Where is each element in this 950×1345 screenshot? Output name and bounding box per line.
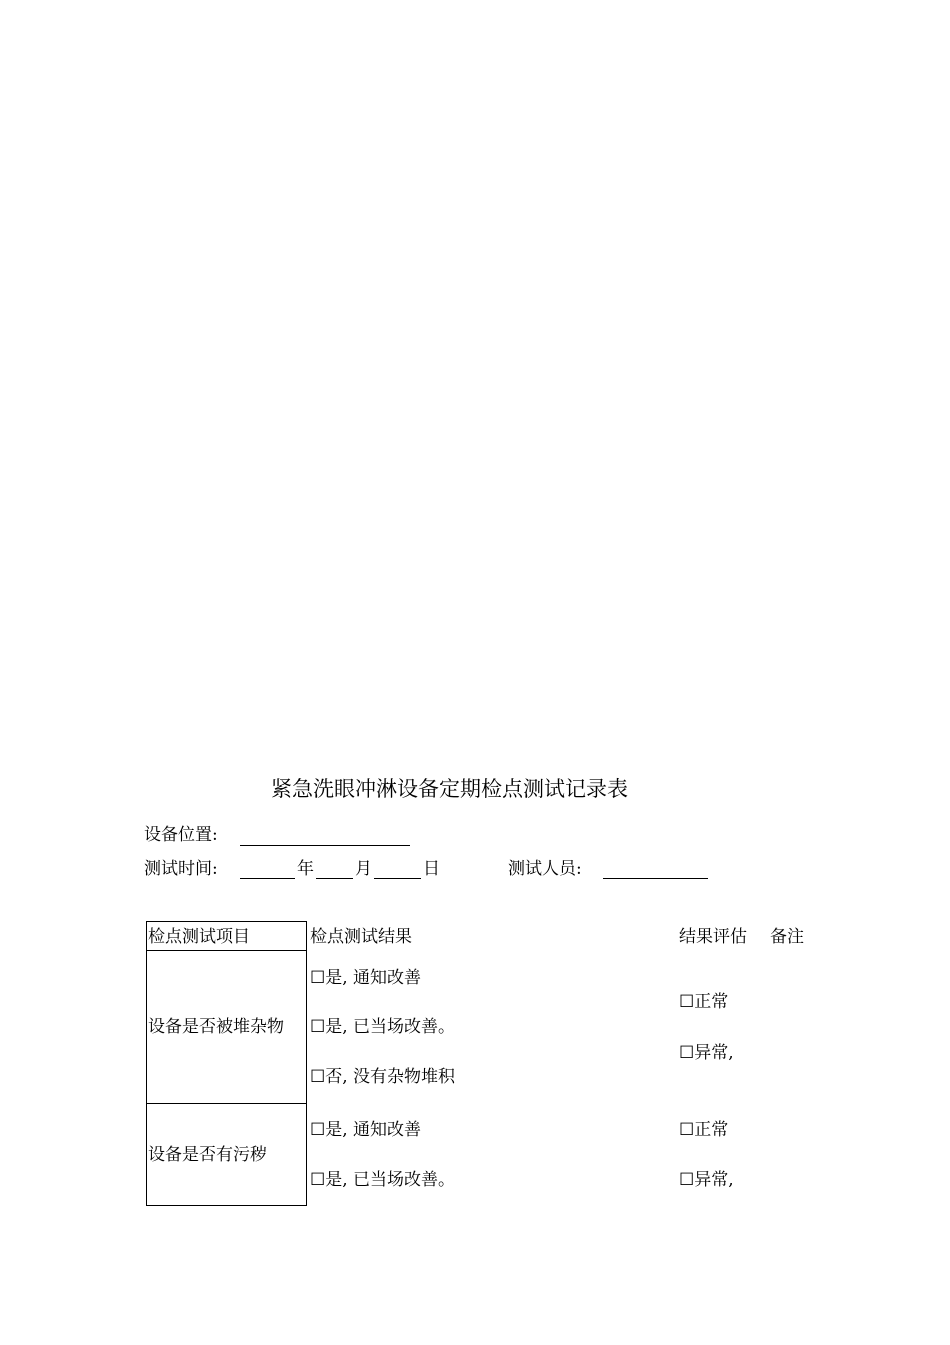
row1-eval-normal[interactable]: ☐正常 xyxy=(679,992,729,1012)
row2-eval-normal[interactable]: ☐正常 xyxy=(679,1120,729,1140)
year-label: 年 xyxy=(297,859,314,879)
header-remark: 备注 xyxy=(770,927,804,947)
location-field[interactable] xyxy=(240,845,410,846)
row1-eval-abnormal[interactable]: ☐异常, xyxy=(679,1043,734,1063)
row1-option-fixed[interactable]: ☐是, 已当场改善。 xyxy=(310,1017,456,1037)
header-evaluation: 结果评估 xyxy=(679,927,747,947)
header-item: 检点测试项目 xyxy=(148,927,250,947)
day-field[interactable] xyxy=(374,878,421,879)
row2-option-fixed[interactable]: ☐是, 已当场改善。 xyxy=(310,1170,456,1190)
month-label: 月 xyxy=(355,859,372,879)
tester-field[interactable] xyxy=(603,878,708,879)
row1-option-notify[interactable]: ☐是, 通知改善 xyxy=(310,968,422,988)
row2-eval-abnormal[interactable]: ☐异常, xyxy=(679,1170,734,1190)
header-divider xyxy=(146,950,307,951)
location-label: 设备位置: xyxy=(144,825,218,845)
row-divider xyxy=(146,1103,307,1104)
header-result: 检点测试结果 xyxy=(310,927,412,947)
year-field[interactable] xyxy=(240,878,295,879)
month-field[interactable] xyxy=(316,878,353,879)
page-title: 紧急洗眼冲淋设备定期检点测试记录表 xyxy=(271,777,628,801)
tester-label: 测试人员: xyxy=(508,859,582,879)
row2-option-notify[interactable]: ☐是, 通知改善 xyxy=(310,1120,422,1140)
row2-item: 设备是否有污秽 xyxy=(148,1145,267,1165)
day-label: 日 xyxy=(423,859,440,879)
test-time-label: 测试时间: xyxy=(144,859,218,879)
row1-option-no[interactable]: ☐否, 没有杂物堆积 xyxy=(310,1067,456,1087)
row1-item: 设备是否被堆杂物 xyxy=(148,1017,284,1037)
